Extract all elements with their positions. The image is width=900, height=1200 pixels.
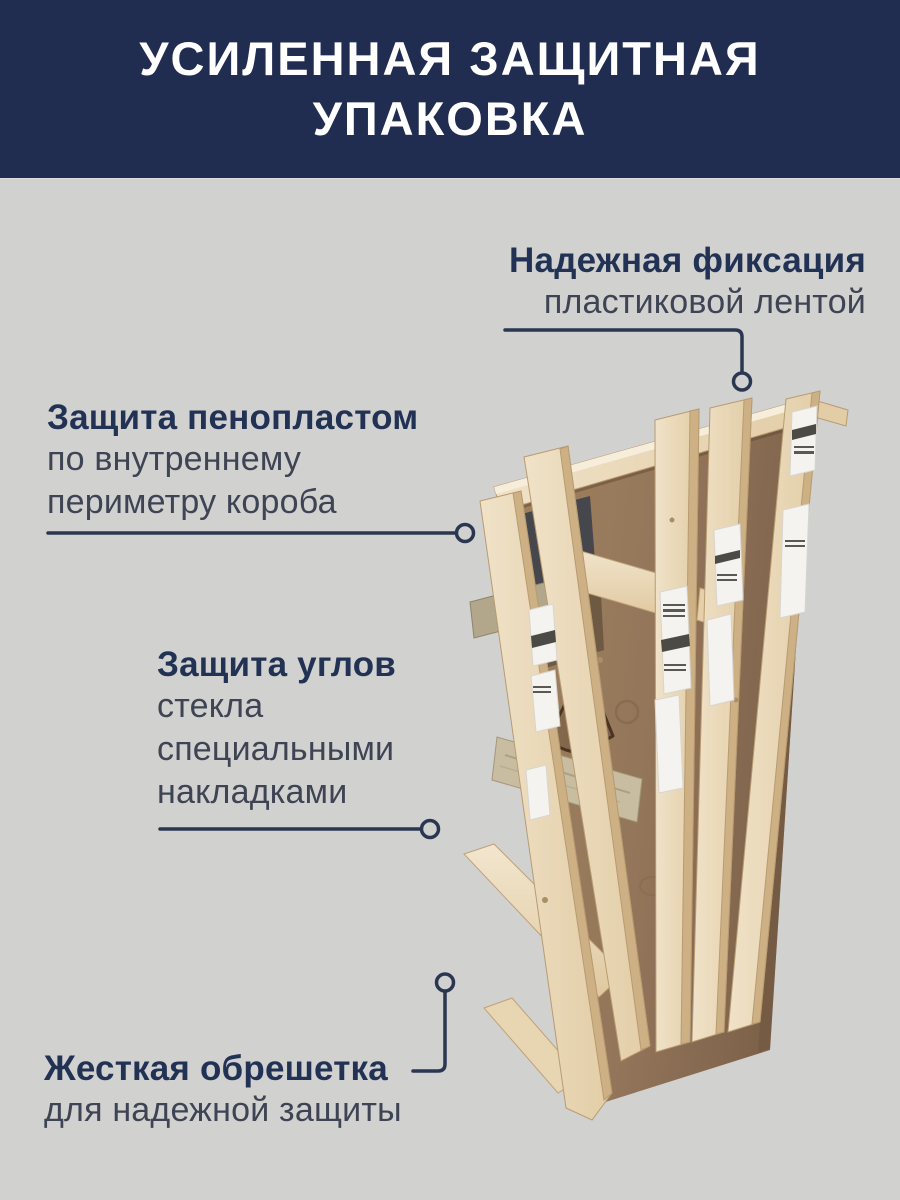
page-title-line2: УПАКОВКА	[312, 92, 588, 145]
annotation-corners-line1: стекла	[157, 687, 264, 725]
annotation-strap-title: Надежная фиксация	[509, 241, 866, 280]
annotation-strap-line: пластиковой лентой	[543, 283, 866, 321]
annotation-crate-title: Жесткая обрешетка	[44, 1049, 388, 1088]
annotation-crate-line: для надежной защиты	[44, 1091, 402, 1129]
page-title-line1: УСИЛЕННАЯ ЗАЩИТНАЯ	[139, 32, 761, 85]
annotation-foam-line1: по внутреннему	[47, 440, 302, 478]
annotation-corners-line3: накладками	[157, 773, 348, 811]
annotation-corners-line2: специальными	[157, 730, 395, 768]
annotation-foam-line2: периметру короба	[47, 483, 337, 521]
annotation-strap	[509, 240, 866, 324]
annotation-foam-title: Защита пенопластом	[47, 398, 419, 437]
annotation-corners-title: Защита углов	[157, 645, 397, 684]
annotation-corners	[157, 644, 396, 814]
annotation-foam	[47, 397, 418, 524]
annotation-crate	[44, 1048, 402, 1132]
